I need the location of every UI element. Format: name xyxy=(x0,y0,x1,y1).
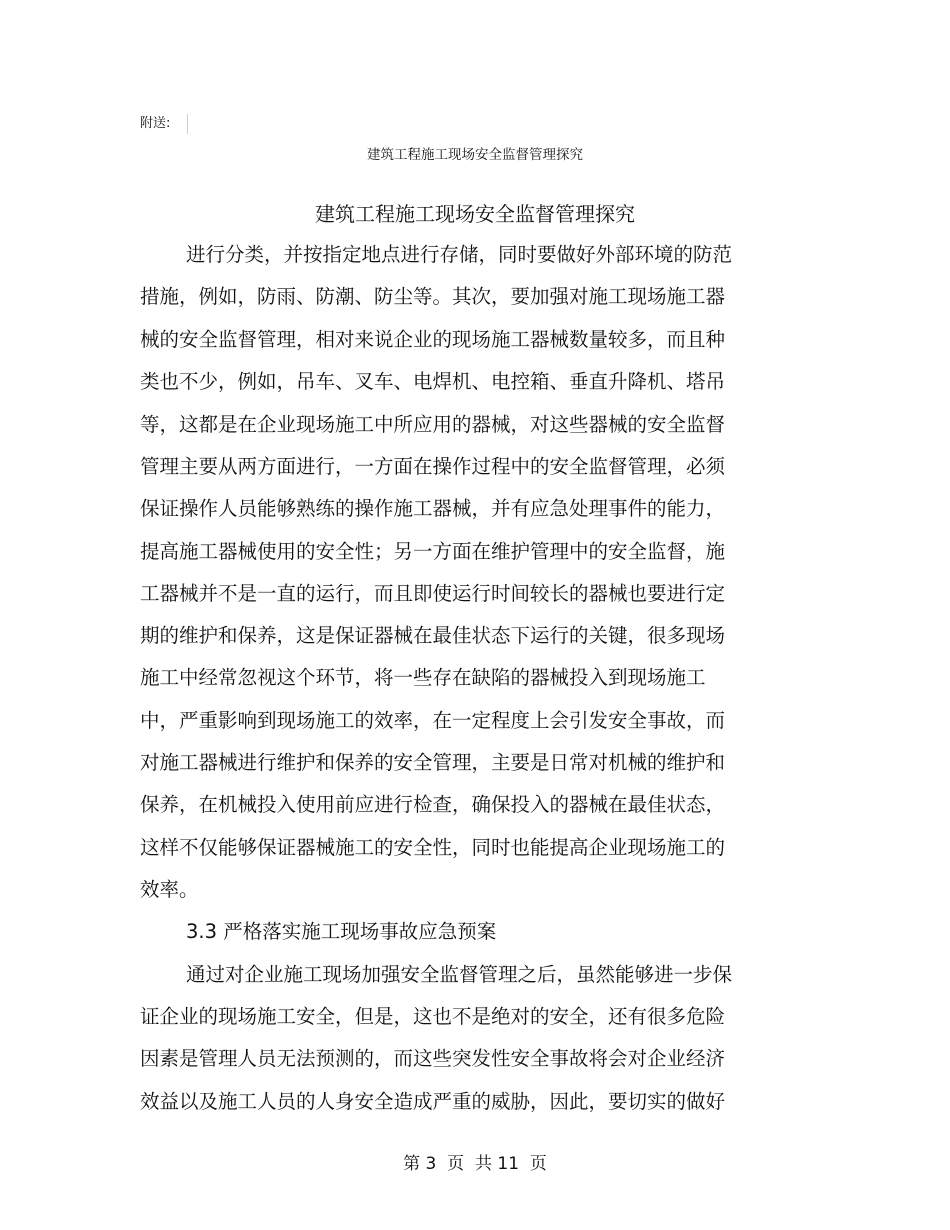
text-line: 期的维护和保养，这是保证器械在最佳状态下运行的关键，很多现场 xyxy=(140,624,726,647)
text-line: 械的安全监督管理，相对来说企业的现场施工器械数量较多，而且种 xyxy=(140,328,726,351)
text-line: 证企业的现场施工安全，但是，这也不是绝对的安全，还有很多危险 xyxy=(140,1005,726,1028)
header-title: 建筑工程施工现场安全监督管理探究 xyxy=(367,147,583,163)
text-line: 类也不少，例如，吊车、叉车、电焊机、电控箱、垂直升降机、塔吊 xyxy=(140,370,726,393)
text-line: 对施工器械进行维护和保养的安全管理，主要是日常对机械的维护和 xyxy=(140,751,726,774)
page-footer: 第 3 页 共 11 页 xyxy=(403,1154,547,1174)
text-line: 保证操作人员能够熟练的操作施工器械，并有应急处理事件的能力， xyxy=(140,497,726,520)
text-line: 效率。 xyxy=(140,878,199,901)
attachment-label: 附送: xyxy=(140,116,171,131)
text-line: 管理主要从两方面进行，一方面在操作过程中的安全监督管理，必须 xyxy=(140,455,726,478)
text-line: 等，这都是在企业现场施工中所应用的器械，对这些器械的安全监督 xyxy=(140,413,726,436)
section-heading: 3.3 严格落实施工现场事故应急预案 xyxy=(186,920,497,943)
text-line: 工器械并不是一直的运行，而且即使运行时间较长的器械也要进行定 xyxy=(140,582,726,605)
text-line: 因素是管理人员无法预测的，而这些突发性安全事故将会对企业经济 xyxy=(140,1047,726,1070)
text-line: 中，严重影响到现场施工的效率，在一定程度上会引发安全事故，而 xyxy=(140,709,726,732)
text-line: 提高施工器械使用的安全性；另一方面在维护管理中的安全监督，施 xyxy=(140,540,726,563)
text-line: 进行分类，并按指定地点进行存储，同时要做好外部环境的防范 xyxy=(186,243,733,266)
text-line: 这样不仅能够保证器械施工的安全性，同时也能提高企业现场施工的 xyxy=(140,836,726,859)
text-line: 保养，在机械投入使用前应进行检查，确保投入的器械在最佳状态， xyxy=(140,793,726,816)
text-line: 通过对企业施工现场加强安全监督管理之后，虽然能够进一步保 xyxy=(186,963,733,986)
text-cursor-mark xyxy=(187,114,188,134)
text-line: 措施，例如，防雨、防潮、防尘等。其次，要加强对施工现场施工器 xyxy=(140,285,726,308)
text-line: 效益以及施工人员的人身安全造成严重的威胁，因此，要切实的做好 xyxy=(140,1090,726,1113)
text-line: 施工中经常忽视这个环节，将一些存在缺陷的器械投入到现场施工 xyxy=(140,666,706,689)
document-title: 建筑工程施工现场安全监督管理探究 xyxy=(315,202,635,226)
